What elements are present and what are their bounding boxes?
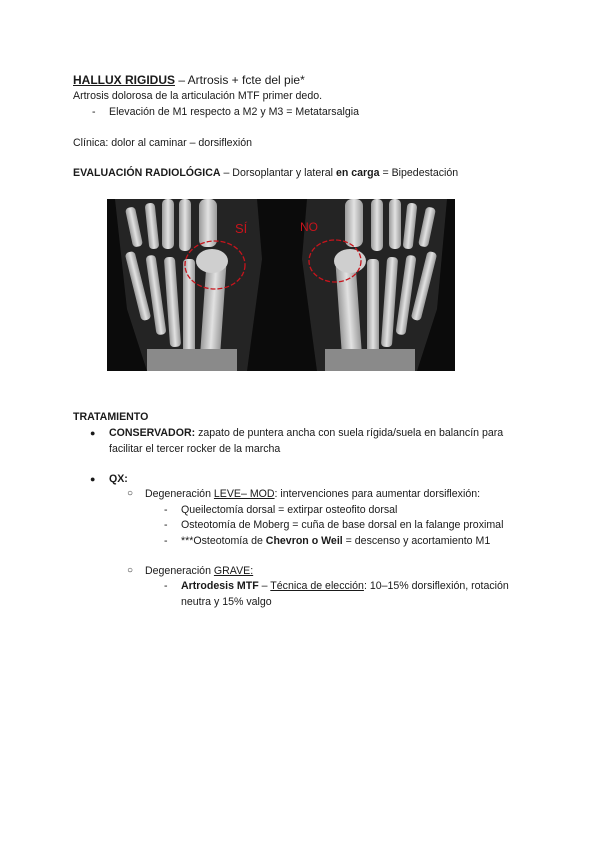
page-title: HALLUX RIGIDUS <box>73 73 175 87</box>
grave-underlined: GRAVE: <box>213 565 254 577</box>
dash-bullet: - <box>164 519 168 531</box>
evaluacion-label: EVALUACIÓN RADIOLÓGICA <box>73 167 221 179</box>
disc-bullet: ● <box>90 474 96 484</box>
label-si: SÍ <box>235 221 248 236</box>
xray-image <box>107 199 455 371</box>
definition-text: Artrosis dolorosa de la articulación MTF primer dedo. <box>73 90 323 102</box>
leve-item-3 <box>181 536 490 547</box>
title-suffix: – Artrosis + fcte del pie* <box>175 73 305 87</box>
leve-item3-suffix: = descenso y acortamiento M1 <box>342 535 491 547</box>
leve-item-1: Queilectomía dorsal = extirpar osteofito dorsal <box>181 504 398 516</box>
tratamiento-heading: TRATAMIENTO <box>73 411 149 423</box>
clinica-text: Clínica: dolor al caminar – dorsiflexión <box>73 137 252 149</box>
grave-item-underlined: Técnica de elección <box>270 580 364 592</box>
leve-suffix: : intervenciones para aumentar dorsiflexión: <box>274 488 481 500</box>
right-foot <box>302 199 447 371</box>
circle-bullet: ○ <box>127 565 134 576</box>
dash-bullet: - <box>164 535 168 547</box>
grave-item-text-1: : 10–15% dorsiflexión, rotación <box>363 580 509 592</box>
qx-label: QX: <box>109 473 128 485</box>
grave-item-line-2: neutra y 15% valgo <box>181 596 272 608</box>
grave-line <box>145 566 253 577</box>
xray-svg <box>107 199 455 371</box>
evaluacion-bold: en carga <box>335 167 380 179</box>
dash-bullet: - <box>164 504 168 516</box>
leve-item3-prefix: ***Osteotomía de <box>181 535 266 547</box>
conservador-label: CONSERVADOR: <box>109 427 196 439</box>
leve-item3-bold: Chevron o Weil <box>265 535 343 547</box>
title-line <box>73 74 305 86</box>
dash-bullet: - <box>92 106 96 118</box>
conservador-text-1: zapato de puntera ancha con suela rígida/suela en balancín para <box>195 427 504 439</box>
grave-item-line-1 <box>181 581 509 592</box>
evaluacion-text-2: = Bipedestación <box>379 167 459 179</box>
evaluacion-text-1: – Dorsoplantar y lateral <box>220 167 336 179</box>
grave-item-dash: – <box>258 580 271 592</box>
disc-bullet: ● <box>90 428 96 438</box>
leve-line <box>145 489 480 500</box>
conservador-line <box>109 428 503 439</box>
evaluacion-line <box>73 168 458 179</box>
grave-prefix: Degeneración <box>145 565 214 577</box>
label-no: NO <box>300 220 318 234</box>
conservador-text-2: facilitar el tercer rocker de la marcha <box>109 443 281 455</box>
leve-item-2: Osteotomía de Moberg = cuña de base dorsal en la falange proximal <box>181 519 504 531</box>
bullet-metatarsalgia: Elevación de M1 respecto a M2 y M3 = Metatarsalgia <box>109 106 359 118</box>
circle-bullet: ○ <box>127 488 134 499</box>
leve-prefix: Degeneración <box>145 488 214 500</box>
grave-item-bold: Artrodesis MTF <box>181 580 259 592</box>
leve-underlined: LEVE– MOD <box>213 488 275 500</box>
dash-bullet: - <box>164 580 168 592</box>
